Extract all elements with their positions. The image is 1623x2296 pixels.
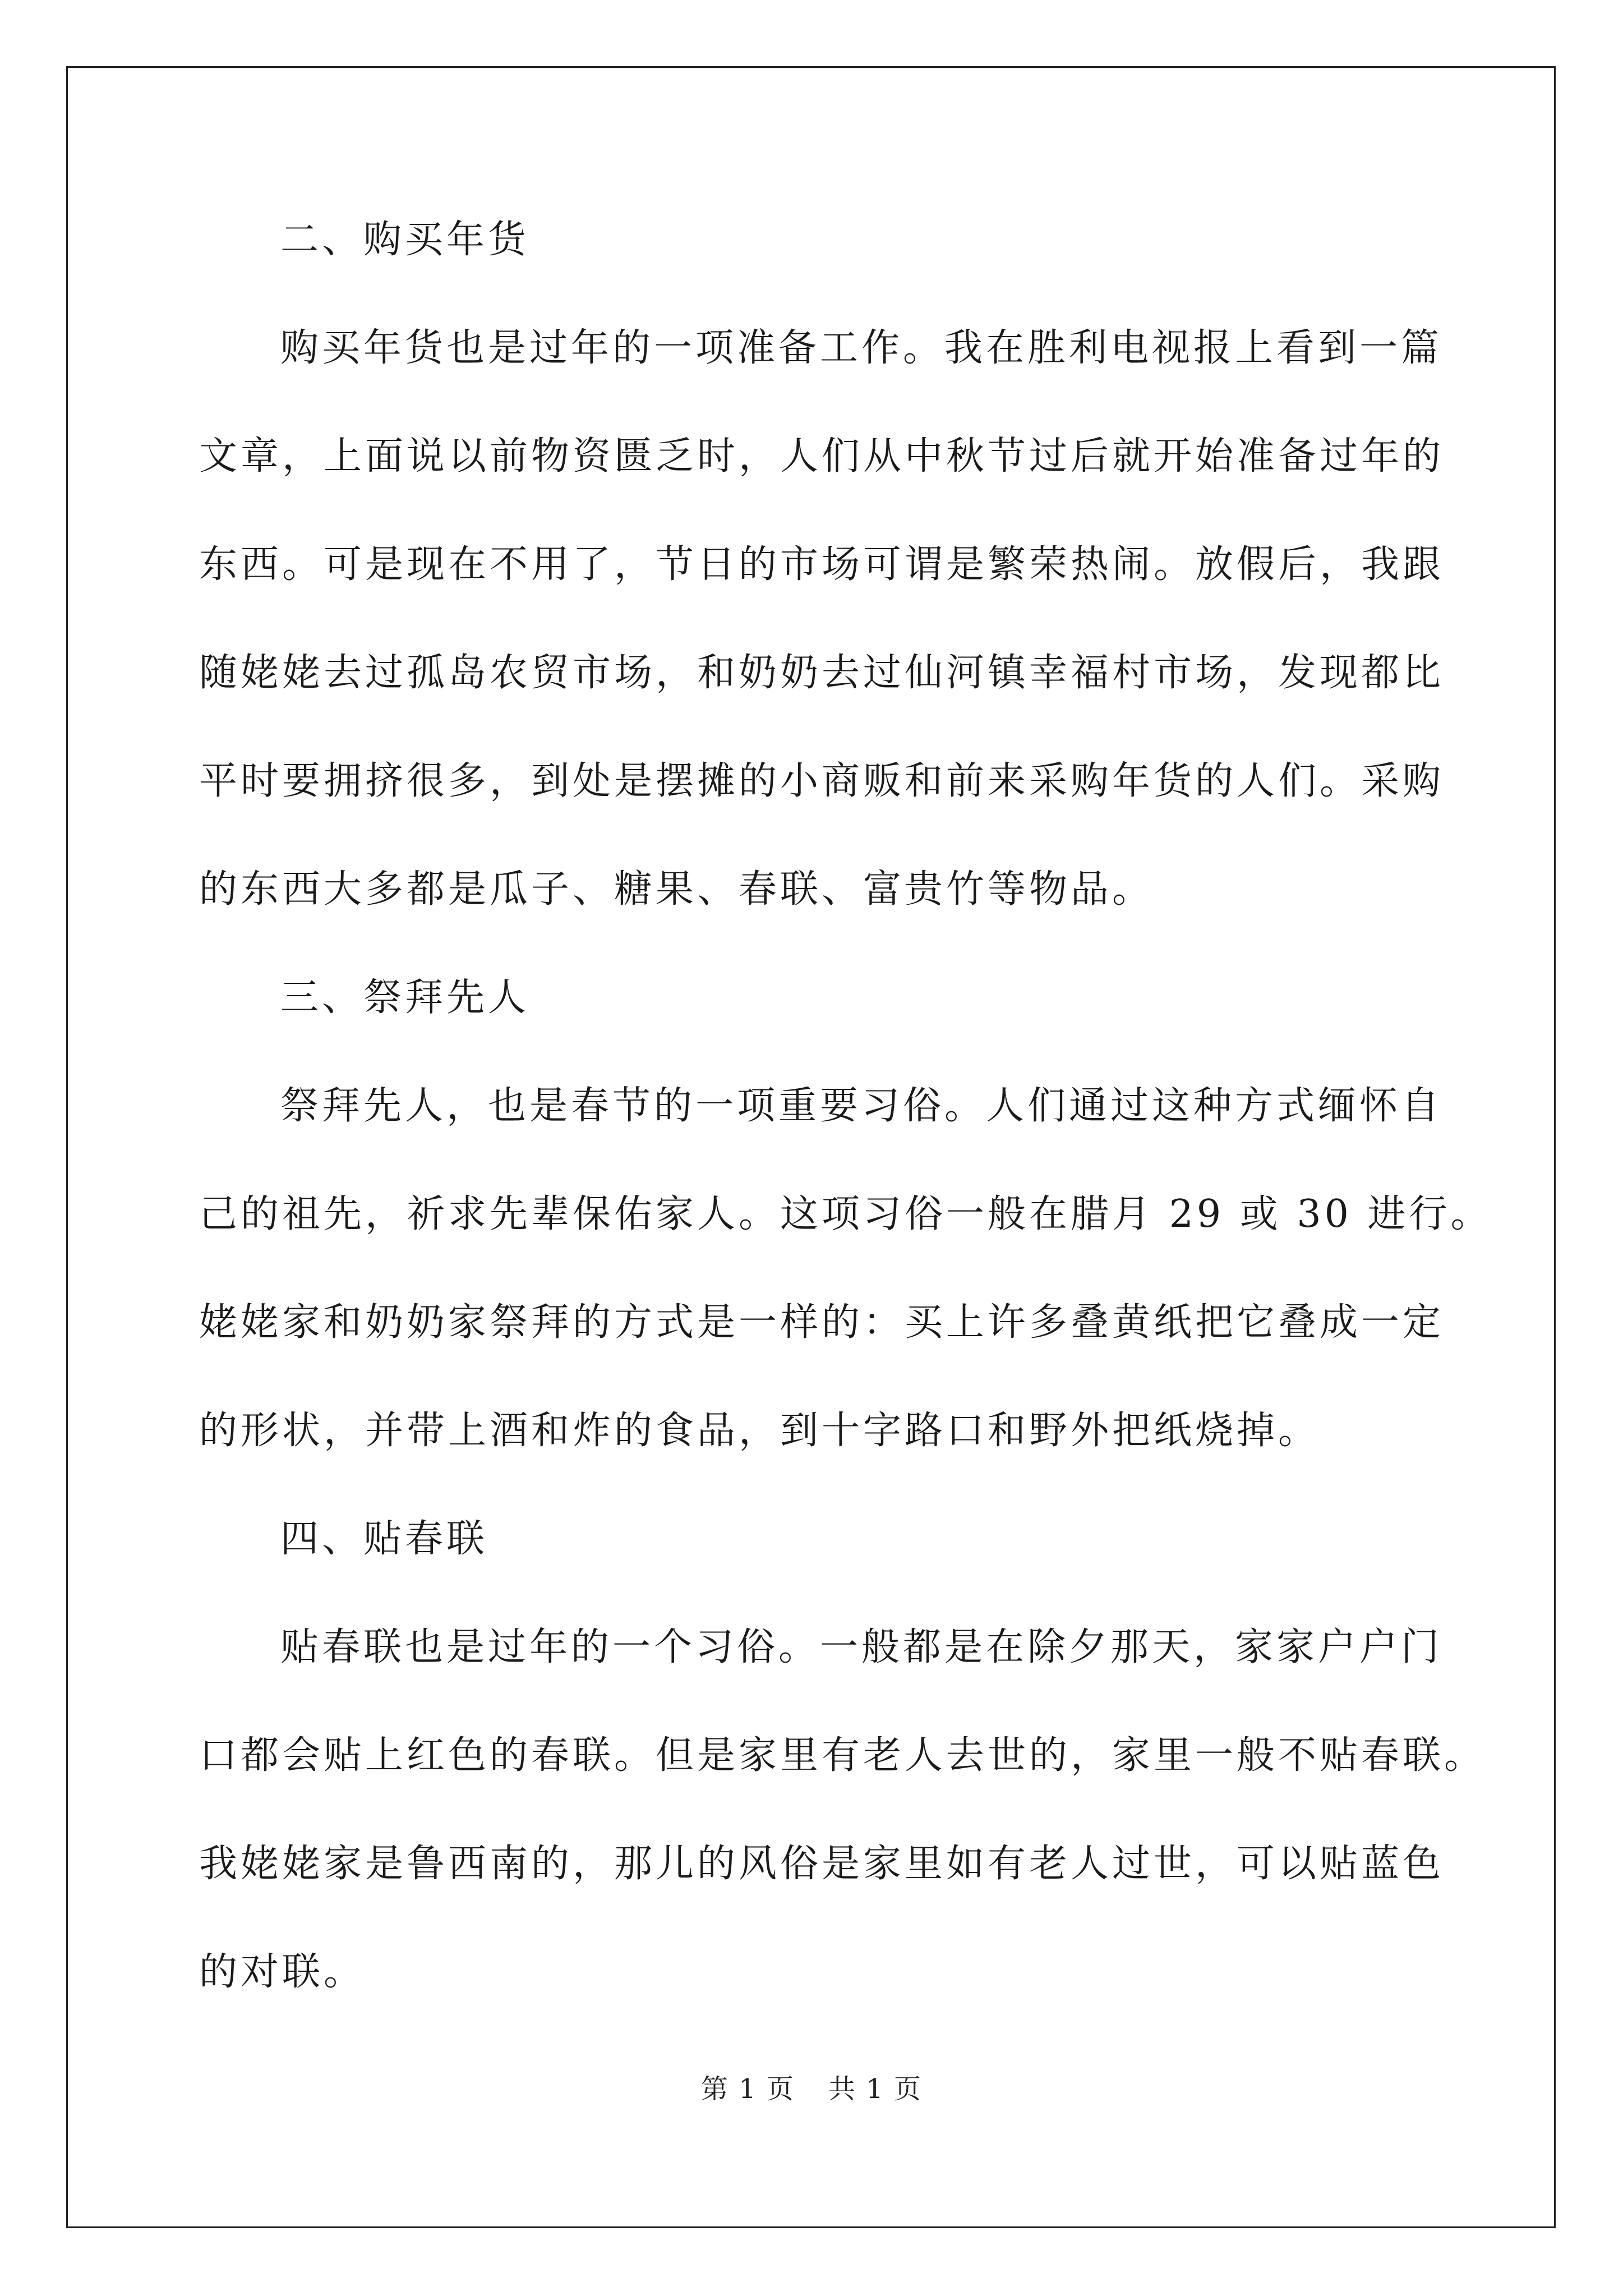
paragraph-line: 随姥姥去过孤岛农贸市场，和奶奶去过仙河镇幸福村市场，发现都比 [199,651,1445,695]
paragraph-line: 祭拜先人，也是春节的一项重要习俗。人们通过这种方式缅怀自 [280,1084,1443,1128]
paragraph-line: 文章，上面说以前物资匮乏时，人们从中秋节过后就开始准备过年的 [199,434,1445,478]
paragraph-line: 贴春联也是过年的一个习俗。一般都是在除夕那天，家家户户门 [280,1625,1443,1669]
paragraph-line: 我姥姥家是鲁西南的，那儿的风俗是家里如有老人过世，可以贴蓝色 [199,1842,1445,1886]
section-heading: 二、购买年货 [280,218,530,262]
page-total: 共 1 页 [828,2073,923,2105]
paragraph-line: 的对联。 [199,1950,366,1994]
page-footer [0,2067,1623,2106]
section-heading: 三、祭拜先人 [280,976,530,1020]
paragraph-line: 的形状，并带上酒和炸的食品，到十字路口和野外把纸烧掉。 [199,1409,1320,1453]
paragraph-line: 购买年货也是过年的一项准备工作。我在胜利电视报上看到一篇 [280,326,1443,370]
paragraph-line: 口都会贴上红色的春联。但是家里有老人去世的，家里一般不贴春联。 [199,1733,1486,1778]
paragraph-line: 平时要拥挤很多，到处是摆摊的小商贩和前来采购年货的人们。采购 [199,759,1445,803]
paragraph-line: 的东西大多都是瓜子、糖果、春联、富贵竹等物品。 [199,867,1154,912]
paragraph-line: 己的祖先，祈求先辈保佑家人。这项习俗一般在腊月 29 或 30 进行。 [199,1192,1492,1236]
document-body [199,213,1492,2054]
page-number: 第 1 页 [700,2073,795,2105]
paragraph-line: 东西。可是现在不用了，节日的市场可谓是繁荣热闹。放假后，我跟 [199,542,1445,587]
paragraph-line: 姥姥家和奶奶家祭拜的方式是一样的：买上许多叠黄纸把它叠成一定 [199,1300,1445,1345]
section-heading: 四、贴春联 [280,1517,488,1561]
